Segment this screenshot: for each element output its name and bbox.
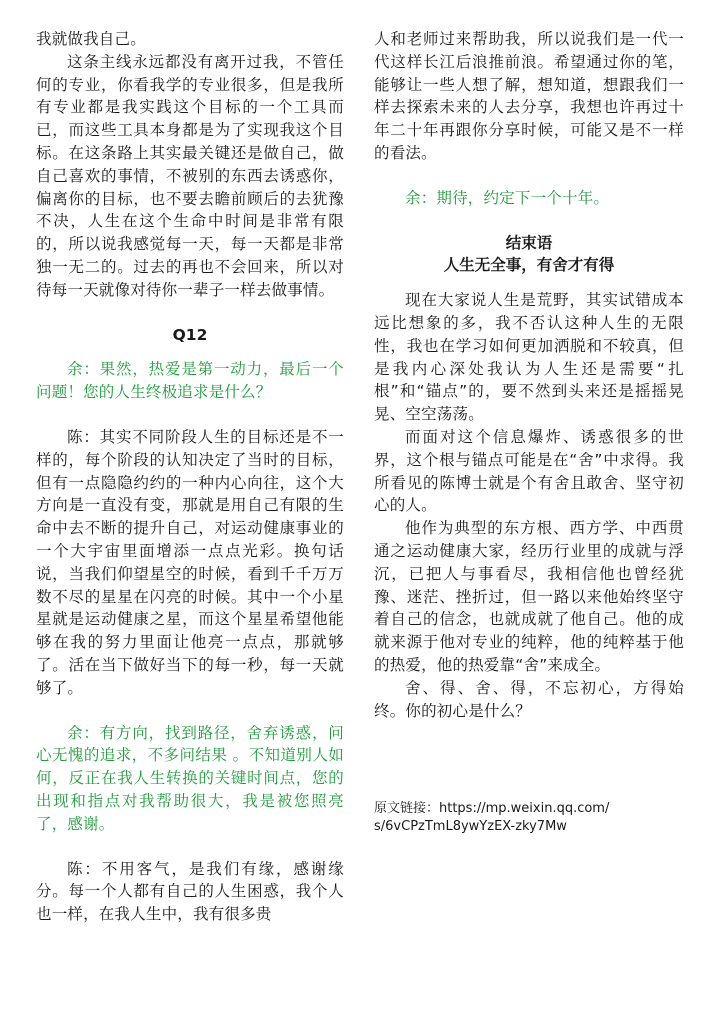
conclusion-paragraph-2: 而面对这个信息爆炸、诱惑很多的世界，这个根与锚点可能是在“舍”中求得。我所看见的陈博士就是个有舍且敢舍、坚守初心的人。 [374,427,684,515]
spacer [374,210,684,232]
spacer [36,404,344,426]
paragraph-intro-end: 我就做我自己。 [36,30,146,48]
answer-chen: 陈：其实不同阶段人生的目标还是不一样的，每个阶段的认知决定了当时的目标，但有一点隐隐约约的一种内心向往，这个大方向是一直没有变，那就是用自己有限的生命中去不断的提升自己，对运动健康事业的一个大宇宙里面增添一点点光彩。换句话说，当我们仰望星空的时候，看到千千万万数不尽的星星在闪亮的时候。其中一个小星星就是运动健康之星，而这个星星希望他能够在我的努力里面让他亮一点点，那就够了。活在当下做好当下的每一秒，每一天就够了。 [36,427,344,697]
paragraph-continued: 人和老师过来帮助我，所以说我们是一代一代这样长江后浪推前浪。希望通过你的笔，能够让一些人想了解，想知道，想跟我们一样去探索未来的人去分享，我想也许再过十年二十年再跟你分享时候，可能又是不一样的看法。 [374,30,684,162]
section-heading-q12: Q12 [172,325,208,344]
conclusion-title: 结束语 [505,233,553,252]
spacer [36,700,344,722]
closing-chen: 陈：不用客气，是我们有缘，感谢缘分。每一个人都有自己的人生困惑，我个人也一样，在我人生中，我有很多贵 [36,859,344,924]
spacer [374,277,684,289]
spacer [36,302,344,324]
conclusion-paragraph-1: 现在大家说人生是荒野，其实试错成本远比想象的多，我不否认这种人生的无限性，我也在学习如何更加洒脱和不较真，但是我内心深处我认为人生还是需要“扎根”和“锚点”的，要不然到头来还是摇摇晃晃、空空荡荡。 [374,291,684,424]
final-yu: 余：期待，约定下一个十年。 [405,188,610,207]
left-column [36,28,344,926]
reply-yu: 余：有方向，找到路径，舍弃诱惑，问心无愧的追求，不多问结果 。不知道别人如何，反正在我人生转换的关键时间点，您的出现和指点对我帮助很大，我是被您照亮了，感谢。 [36,723,344,833]
spacer [36,346,344,358]
spacer [374,165,684,187]
source-link[interactable] [374,800,684,836]
source-link-url[interactable]: s/6vCPzTmL8ywYzEX-zky7Mw [374,819,567,835]
source-link-label[interactable]: 原文链接：https://mp.weixin.qq.com/ [374,801,610,817]
right-column [374,28,684,836]
conclusion-paragraph-3: 他作为典型的东方根、西方学、中西贯通之运动健康大家，经历行业里的成就与浮沉，已把人与事看尽，我相信他也曾经犹豫、迷茫、挫折过，但一路以来他始终坚守着自己的信念，也就成就了他自己。他的成就来源于他对专业的纯粹，他的纯粹基于他的热爱，他的热爱靠“舍”来成全。 [374,519,684,674]
spacer [374,722,684,800]
conclusion-paragraph-4: 舍、得、舍、得，不忘初心，方得始终。你的初心是什么？ [374,678,684,720]
question-yu: 余：果然，热爱是第一动力，最后一个问题！您的人生终极追求是什么？ [36,360,344,402]
paragraph-mainline: 这条主线永远都没有离开过我，不管任何的专业，你看我学的专业很多，但是我所有专业都是我实践这个目标的一个工具而已，而这些工具本身都是为了实现我这个目标。在这条路上其实最关键还是做自己，做自己喜欢的事情，不被别的东西去诱惑你，偏离你的目标，也不要去瞻前顾后的去犹豫不决，人生在这个生命中时间是非常有限的，所以说我感觉每一天，每一天都是非常独一无二的。过去的再也不会回来，所以对待每一天就像对待你一辈子一样去做事情。 [36,52,344,299]
spacer [36,836,344,858]
conclusion-subtitle: 人生无全事，有舍才有得 [443,256,615,275]
